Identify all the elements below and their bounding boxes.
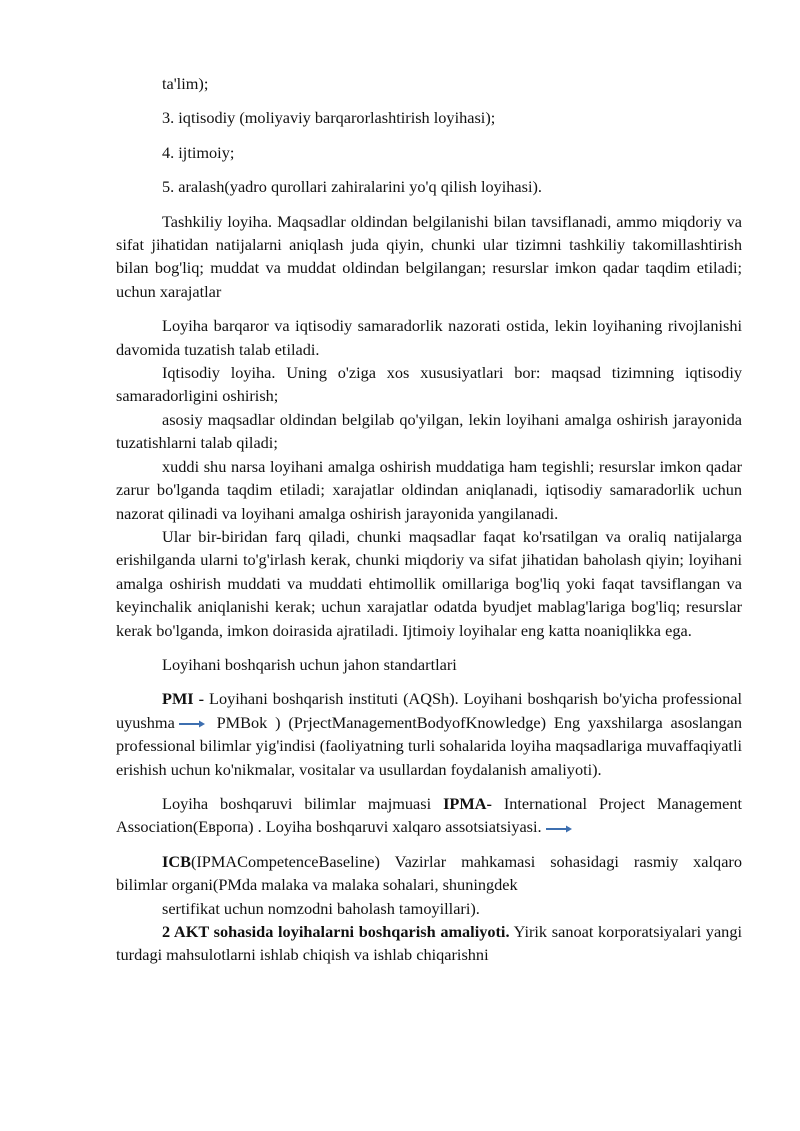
- icb-text-a: (IPMACompetenceBaseline) Vazirlar mahkamasi sohasidagi rasmiy xalqaro bilimlar organi(PMda malaka va malaka sohalari, shuningdek: [116, 851, 742, 895]
- arrow-right-icon: [546, 825, 572, 833]
- paragraph: sertifikat uchun nomzodni baholash tamoyillari).: [162, 898, 480, 918]
- paragraph: Iqtisodiy loyiha. Uning o'ziga xos xususiyatlari bor: maqsad tizimning iqtisodiy samaradorligini oshirish;: [116, 363, 742, 406]
- ipma-text-a: Loyiha boshqaruvi bilimlar majmuasi: [162, 793, 444, 813]
- pmi-text-b: PMBok ) (PrjectManagementBodyofKnowledge) Eng yaxshilarga asoslangan professional bilimlar yig'indisi (faoliyatning turli sohalarida loyiha maqsadlariga muvaffaqiyatli erishish uchun ko'nikmalar, vositalar va usullardan foydalanish amaliyoti).: [116, 712, 742, 779]
- list-line: ta'lim);: [162, 74, 209, 93]
- section-heading: Loyihani boshqarish uchun jahon standartlari: [162, 654, 457, 674]
- paragraph: Ular bir-biridan farq qiladi, chunki maqsadlar faqat ko'rsatilgan va oraliq natijalarga erishilganda ularni to'g'irlash kerak, chunki miqdoriy va sifat jihatidan baholash qiyin; loyihani amalga oshirish muddati va muddati ehtimollik omillariga bog'liq yoki faqat tavsiflangan va keyinchalik aniqlanishi kerak; uchun xarajatlar odatda byudjet mablag'lariga bog'liq; resurslar kerak bo'lganda, imkon doirasida ajratiladi. Ijtimoiy loyihalar eng katta noaniqlikka ega.: [116, 526, 742, 640]
- paragraph-icb: [116, 850, 742, 897]
- ipma-term: IPMA-: [443, 793, 492, 813]
- icb-term: ICB: [162, 851, 191, 871]
- list-line: 3. iqtisodiy (moliyaviy barqarorlashtirish loyihasi);: [162, 108, 496, 128]
- akt-heading: 2 AKT sohasida loyihalarni boshqarish amaliyoti.: [162, 922, 510, 941]
- paragraph: asosiy maqsadlar oldindan belgilab qo'yilgan, lekin loyihani amalga oshirish jarayonida tuzatishlarni talab qiladi;: [116, 409, 742, 453]
- paragraph: Tashkiliy loyiha. Maqsadlar oldindan belgilanishi bilan tavsiflanadi, ammo miqdoriy va sifat jihatidan natijalarni aniqlash juda qiyin, chunki ular tizimni tashkiliy takomillashtirish bilan bog'liq; muddat va muddat oldindan belgilangan; resurslar imkon qadar taqdim etiladi; uchun xarajatlar: [116, 211, 742, 301]
- paragraph-ipma: [116, 792, 742, 839]
- pmi-text-a: Loyihani boshqarish instituti (AQSh). Loyihani boshqarish bo'yicha professional uyushma: [116, 689, 743, 732]
- paragraph: xuddi shu narsa loyihani amalga oshirish muddatiga ham tegishli; resurslar imkon qadar zarur bo'lganda taqdim etiladi; xarajatlar oldindan aniqlanadi, iqtisodiy samaradorlik uchun nazorat qilinadi va loyihani amalga oshirish jarayonida yangilanadi.: [116, 456, 742, 523]
- list-line: 5. aralash(yadro qurollari zahiralarini yo'q qilish loyihasi).: [162, 177, 543, 197]
- ipma-text-b: International Project Management Association(Европа) . Loyiha boshqaruvi xalqaro assotsiatsiyasi.: [116, 793, 743, 837]
- list-line: 4. ijtimoiy;: [162, 142, 235, 162]
- akt-text: Yirik sanoat korporatsiyalari yangi turdagi mahsulotlarni ishlab chiqish va ishlab chiqarishni: [116, 922, 742, 965]
- document-page: [116, 72, 742, 967]
- arrow-right-icon: [179, 720, 205, 728]
- paragraph: Loyiha barqaror va iqtisodiy samaradorlik nazorati ostida, lekin loyihaning rivojlanishi davomida tuzatish talab etiladi.: [116, 316, 742, 359]
- paragraph-akt: [116, 920, 742, 967]
- pmi-term: PMI -: [162, 689, 205, 709]
- paragraph-pmi: [116, 687, 742, 781]
